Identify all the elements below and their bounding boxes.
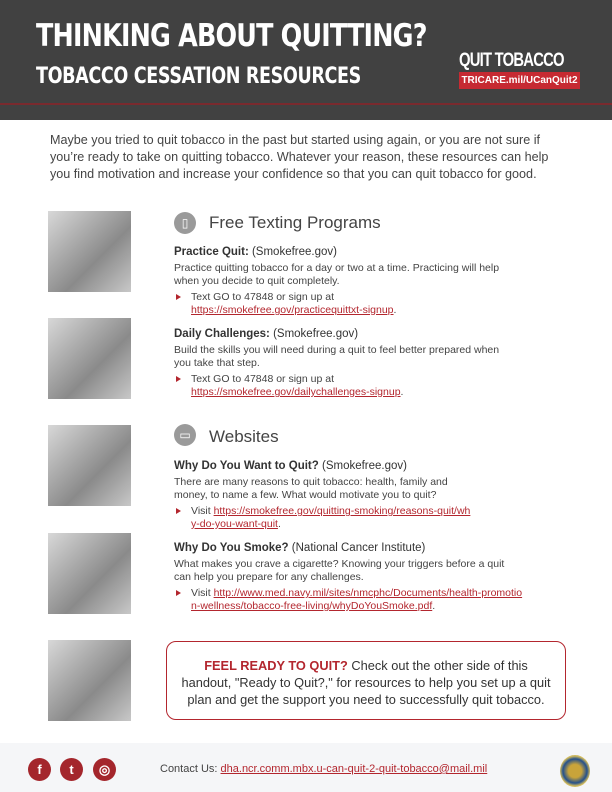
resource-source: (Smokefree.gov) <box>248 246 337 258</box>
resource-item: Why Do You Want to Quit? (Smokefree.gov) There are many reasons to quit tobacco: health, family and money, to name a few. What would motivate you to quit? Visit https://smokefree.gov/quitting-smoking/reasons-quit/why-do-you-want-quit. <box>174 460 474 531</box>
photo-smoking <box>48 640 131 721</box>
cta-text: Check out the other side of this handout, "Ready to Quit?," for resources to help you set up a quit plan and get the support you need to successfully quit tobacco. <box>181 658 551 707</box>
phone-icon: ▯ <box>174 212 196 234</box>
page-subtitle: TOBACCO CESSATION RESOURCES <box>36 64 361 89</box>
resource-source: (Smokefree.gov) <box>318 460 407 472</box>
instagram-icon[interactable]: ◎ <box>93 758 116 781</box>
section-title: Free Texting Programs <box>209 213 381 232</box>
resource-item: Daily Challenges: (Smokefree.gov) Build the skills you will need during a quit to feel better prepared when you take that step. Text GO to 47848 or sign up at https://smokefree.gov/dailychallenges-signup. <box>174 328 504 399</box>
resource-item: Why Do You Smoke? (National Cancer Institute) What makes you crave a cigarette? Knowing your triggers before a quit can help you prepare for any challenges. Visit http://www.med.navy.mil/sites/nmcphc/Documents/health-promotion-wellness/tobacco-free-living/whyDoYouSmoke.pdf. <box>174 542 523 612</box>
resource-desc: Practice quitting tobacco for a day or two at a time. Practicing will help when you decide to quit completely. <box>174 262 500 287</box>
resource-desc: Build the skills you will need during a quit to feel better prepared when you take that step. <box>174 344 500 369</box>
resource-name: Why Do You Smoke? <box>174 542 289 554</box>
cta-box <box>166 641 566 720</box>
section-title: Websites <box>209 427 279 446</box>
intro-text: Maybe you tried to quit tobacco in the past but started using again, or you are not sure if you’re ready to take on quitting tobacco. Whatever your reason, these resources can help you find motivation and increase your confidence so that you can quit tobacco for good. <box>50 133 549 181</box>
resource-source: (National Cancer Institute) <box>288 542 426 554</box>
resource-source: (Smokefree.gov) <box>269 328 359 340</box>
cta-lead: FEEL READY TO QUIT? <box>204 658 348 673</box>
photo-smoking <box>48 533 131 614</box>
header-divider <box>0 103 612 105</box>
quit-tobacco-logo: QUIT TOBACCO <box>459 50 564 71</box>
twitter-icon[interactable]: t <box>60 758 83 781</box>
header <box>0 0 612 120</box>
contact-us <box>160 763 487 775</box>
photo-smoking <box>48 211 131 292</box>
photo-smoking <box>48 425 131 506</box>
resource-prefix: Visit <box>191 505 214 517</box>
facebook-icon[interactable]: f <box>28 758 51 781</box>
resource-item: Practice Quit: (Smokefree.gov) Practice quitting tobacco for a day or two at a time. Practicing will help when you decide to quit completely. Text GO to 47848 or sign up at https://smokefree.gov/practicequittxt-signup. <box>174 246 504 317</box>
resource-link[interactable]: http://www.med.navy.mil/sites/nmcphc/Documents/health-promotion-wellness/tobacco-free-living/whyDoYouSmoke.pdf <box>191 587 523 612</box>
resource-prefix: Text GO to 47848 or sign up at <box>191 373 335 385</box>
resource-name: Why Do You Want to Quit? <box>174 460 319 472</box>
page-title: THINKING ABOUT QUITTING? <box>36 18 427 54</box>
resource-prefix: Visit <box>191 587 214 599</box>
footer <box>0 743 612 792</box>
resource-link[interactable]: https://smokefree.gov/practicequittxt-signup <box>191 304 394 316</box>
resource-name: Practice Quit: <box>174 246 249 258</box>
resource-link[interactable]: https://smokefree.gov/dailychallenges-signup <box>191 386 401 398</box>
contact-label: Contact Us: <box>160 763 221 775</box>
contact-email-link[interactable]: dha.ncr.comm.mbx.u-can-quit-2-quit-tobacco@mail.mil <box>220 763 488 775</box>
photo-smoking <box>48 318 131 399</box>
resource-desc: There are many reasons to quit tobacco: health, family and money, to name a few. What would motivate you to quit? <box>174 476 448 501</box>
monitor-icon: ▭ <box>174 424 196 446</box>
resource-desc: What makes you crave a cigarette? Knowing your triggers before a quit can help you prepare for any challenges. <box>174 558 505 583</box>
resource-prefix: Text GO to 47848 or sign up at <box>191 291 335 303</box>
resource-name: Daily Challenges: <box>174 328 270 340</box>
logo-url[interactable]: TRICARE.mil/UCanQuit2 <box>459 72 580 89</box>
dha-seal-icon <box>560 755 590 787</box>
resource-link[interactable]: https://smokefree.gov/quitting-smoking/reasons-quit/why-do-you-want-quit <box>191 505 471 530</box>
